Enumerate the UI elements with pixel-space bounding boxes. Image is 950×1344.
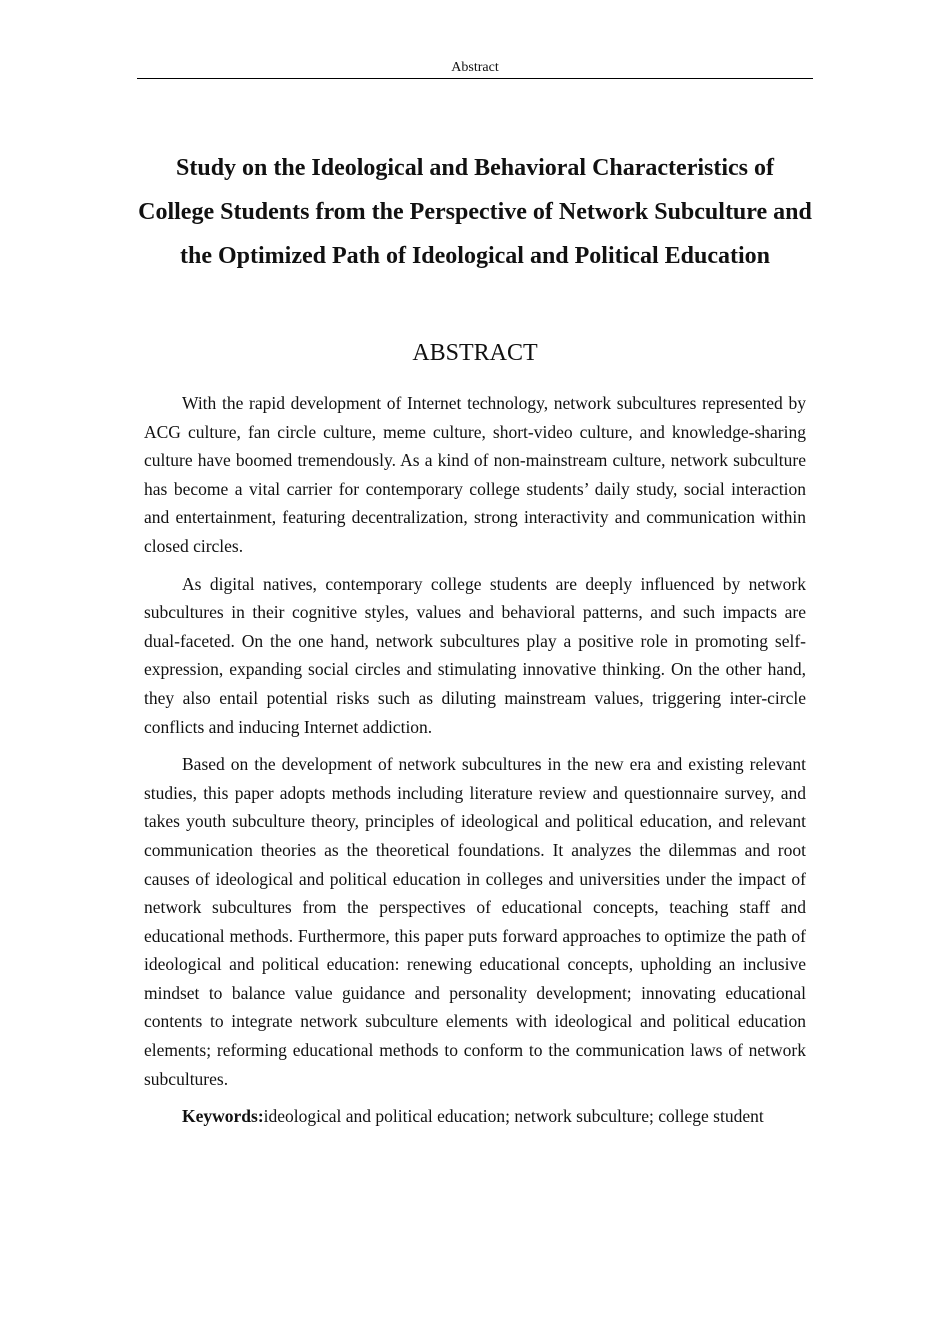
abstract-paragraph: With the rapid development of Internet technology, network subcultures represented by ACG culture, fan circle culture, meme culture, short-video culture, and knowledge-sharing culture have boomed tremendously. As a kind of non-mainstream culture, network subculture has become a vital carrier for contemporary college students’ daily study, social interaction and entertainment, featuring decentralization, strong interactivity and communication within closed circles. xyxy=(144,393,806,556)
paper-title: Study on the Ideological and Behavioral Characteristics of College Students from the Perspective of Network Subculture and the Optimized Path of Ideological and Political Education xyxy=(138,155,812,269)
abstract-paragraph: As digital natives, contemporary college students are deeply influenced by network subcultures in their cognitive styles, values and behavioral patterns, and such impacts are dual-faceted. On the one hand, network subcultures play a positive role in promoting self-expression, expanding social circles and stimulating innovative thinking. On the other hand, they also entail potential risks such as diluting mainstream values, triggering inter-circle conflicts and inducing Internet addiction. xyxy=(144,573,806,737)
abstract-paragraph: Based on the development of network subcultures in the new era and existing relevant studies, this paper adopts methods including literature review and questionnaire survey, and takes youth subculture theory, principles of ideological and political education, and relevant communication theories as the theoretical foundations. It analyzes the dilemmas and root causes of ideological and political education in colleges and universities under the impact of network subcultures from the perspectives of educational concepts, teaching staff and educational methods. Furthermore, this paper puts forward approaches to optimize the path of ideological and political education: renewing educational concepts, upholding an inclusive mindset to balance value guidance and personality development; innovating educational contents to integrate network subculture elements with ideological and political education elements; reforming educational methods to conform to the communication laws of network subcultures. xyxy=(144,754,806,1089)
abstract-body xyxy=(144,389,806,1140)
keywords-line xyxy=(144,1102,806,1131)
keywords-text: ideological and political education; network subculture; college student xyxy=(263,1106,764,1127)
keywords-label: Keywords: xyxy=(182,1106,264,1127)
abstract-heading: ABSTRACT xyxy=(412,340,538,366)
running-header: Abstract xyxy=(137,59,813,79)
